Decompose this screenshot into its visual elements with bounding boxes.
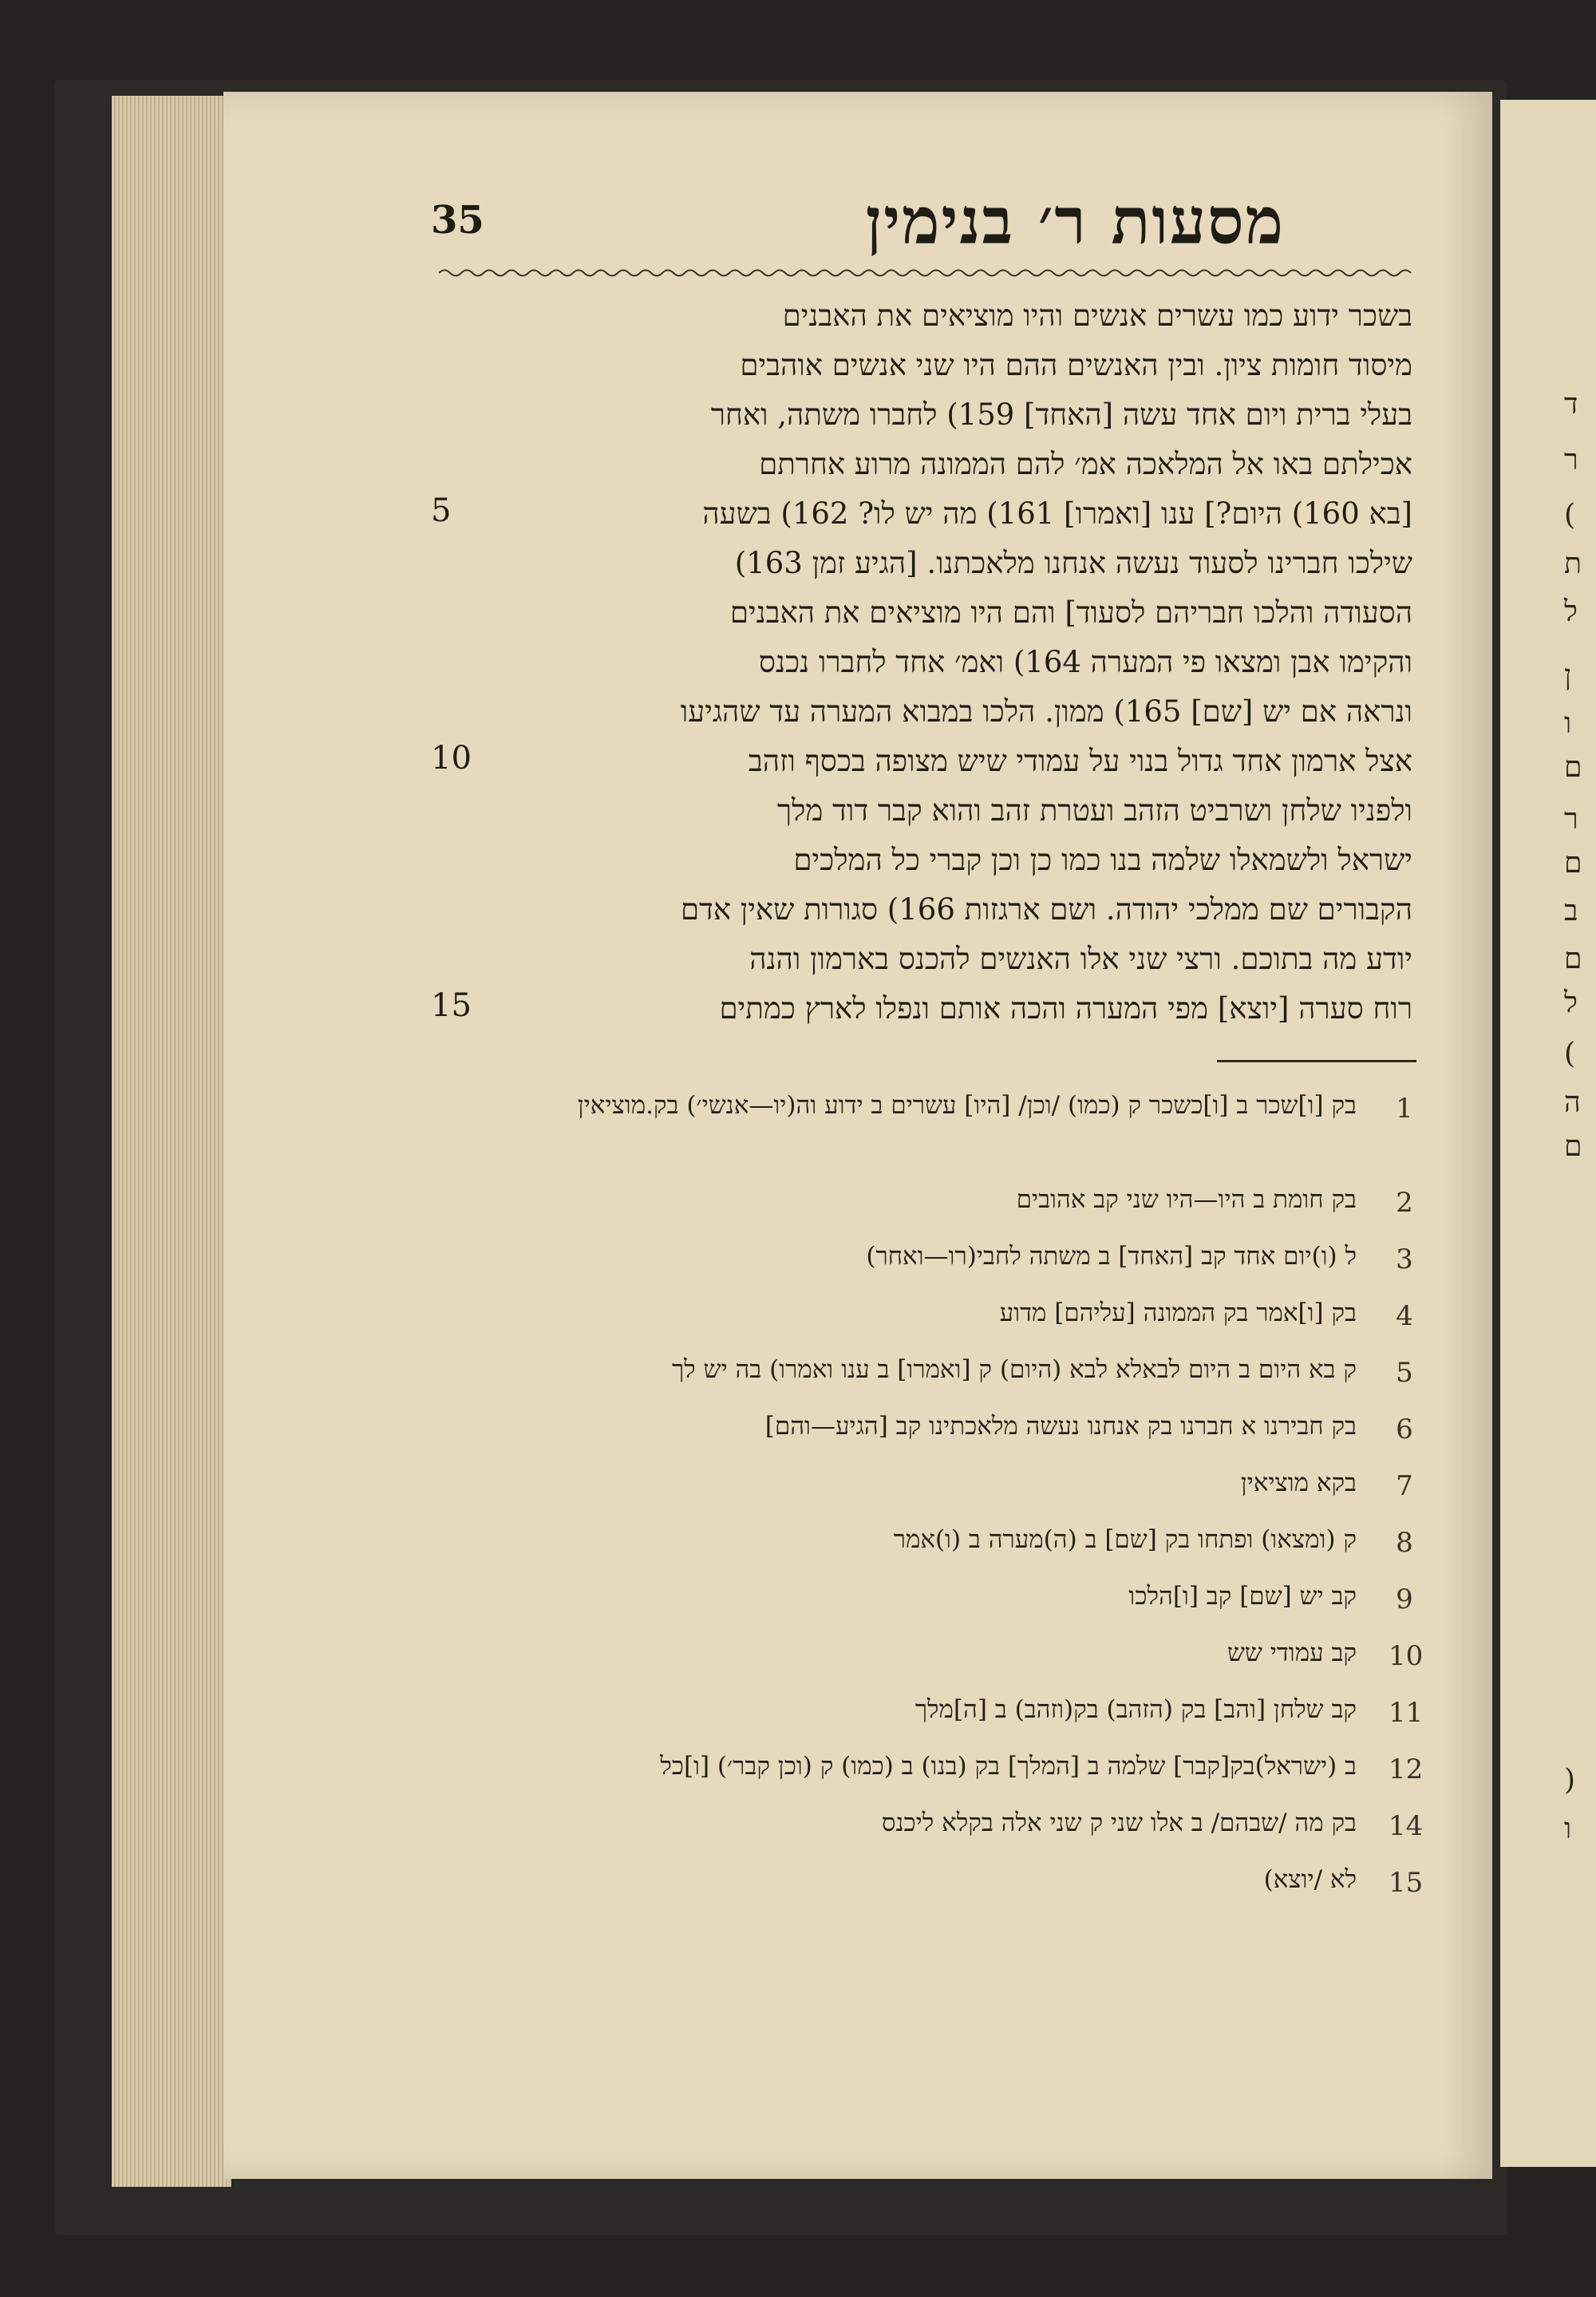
text-line: יודע מה בתוכם. ורצי שני אלו האנשים להכנס בארמון והנה [749, 942, 1412, 976]
apparatus-entry [435, 1232, 1420, 1289]
adjacent-page-fragment: ם [1564, 1130, 1582, 1163]
adjacent-page-fragment: ל [1564, 595, 1578, 628]
adjacent-page-fragment: ( [1564, 1764, 1576, 1797]
apparatus-entry [435, 1346, 1420, 1402]
adjacent-page-fragment: ם [1564, 943, 1582, 975]
apparatus-text: בק חומת ב היו—היו שני קב אהובים [1016, 1185, 1357, 1214]
adjacent-page-fragment: ר [1564, 444, 1578, 476]
apparatus-text: קב יש [שם] קב [ו]הלכו [1128, 1582, 1357, 1611]
adjacent-page-fragment: ת [1564, 548, 1582, 580]
adjacent-page-fragment: ר [1564, 803, 1578, 836]
line-number: 15 [431, 987, 472, 1024]
adjacent-page-fragment: ב [1564, 895, 1578, 927]
wavy-rule-divider [439, 266, 1416, 280]
adjacent-page-fragment: ל [1564, 986, 1578, 1019]
text-line: [בא 160) היום?] ענו [ואמרו] 161) מה יש לו? 162) בשעה [702, 496, 1412, 531]
text-line: בעלי ברית ויום אחד עשה [האחד] 159) לחברו משתה, ואחר [710, 397, 1412, 432]
apparatus-entry [435, 1081, 1420, 1176]
critical-apparatus [435, 1081, 1424, 1912]
apparatus-text: בק [ו]אמר בק הממונה [עליהם] מדוע [999, 1299, 1357, 1327]
page-edges [112, 96, 231, 2187]
apparatus-line-number: 1 [1396, 1093, 1413, 1125]
apparatus-text: בק [ו]שכר ב [ו]כשכר ק (כמו) /וכן/ [היו] עשרים ב ידוע וה(יו—אנשי׳) בק.מוציאין [577, 1091, 1357, 1120]
apparatus-entry [435, 1402, 1420, 1459]
apparatus-line-number: 5 [1396, 1357, 1413, 1389]
apparatus-entry [435, 1742, 1424, 1799]
text-line: ולפניו שלחן ושרביט הזהב ועטרת זהב והוא קבר דוד מלך [776, 793, 1412, 828]
apparatus-text: ק (ומצאו) ופתחו בק [שם] ב (ה)מערה ב (ו)אמר [893, 1525, 1357, 1554]
text-line: שילכו חברינו לסעוד נעשה אנחנו מלאכתנו. [הגיע זמן 163) [734, 546, 1412, 580]
apparatus-line-number: 2 [1396, 1187, 1413, 1219]
apparatus-text: בקא מוציאין [1240, 1469, 1357, 1497]
adjacent-page-fragment: ד [1564, 388, 1578, 421]
adjacent-page-fragment: ם [1564, 751, 1582, 784]
apparatus-entry [435, 1289, 1420, 1346]
apparatus-text: בק מה /שבהם/ ב אלו שני ק שני אלה בקלא ליכנס [881, 1809, 1357, 1837]
text-line: אכילתם באו אל המלאכה אמ׳ להם הממונה מרוע אחרתם [759, 447, 1412, 481]
apparatus-entry [435, 1856, 1424, 1912]
apparatus-divider [1217, 1060, 1416, 1062]
adjacent-page [1500, 100, 1596, 2167]
apparatus-line-number: 12 [1389, 1753, 1424, 1785]
page-number: 35 [431, 198, 484, 243]
apparatus-entry [435, 1572, 1420, 1629]
text-line: מיסוד חומות ציון. ובין האנשים ההם היו שני אנשים אוהבים [740, 348, 1412, 382]
text-line: הקבורים שם ממלכי יהודה. ושם ארגזות 166) סגורות שאין אדם [680, 892, 1412, 927]
apparatus-line-number: 8 [1396, 1527, 1413, 1559]
apparatus-entry [435, 1516, 1420, 1572]
adjacent-page-fragment: ) [1564, 499, 1576, 532]
adjacent-page-fragment: ו [1564, 707, 1572, 740]
line-number: 10 [431, 740, 472, 777]
apparatus-line-number: 9 [1396, 1583, 1413, 1615]
apparatus-text: קב שלחן [והב] בק (הזהב) בק(וזהב) ב [ה]מלך [915, 1695, 1357, 1724]
adjacent-page-fragment: ה [1564, 1086, 1581, 1119]
apparatus-entry [435, 1629, 1424, 1686]
page-title: מסעות ר׳ בנימין [865, 184, 1285, 259]
adjacent-page-fragment: ו [1564, 1813, 1572, 1845]
apparatus-line-number: 7 [1396, 1470, 1413, 1502]
apparatus-text: לא /יוצא) [1263, 1865, 1357, 1894]
text-line: ישראל ולשמאלו שלמה בנו כמו כן וכן קברי כל המלכים [793, 843, 1412, 877]
text-line: רוח סערה [יוצא] מפי המערה והכה אותם ונפלו לארץ כמתים [719, 991, 1412, 1026]
apparatus-text: ב (ישראל)בק[קבר] שלמה ב [המלך] בק (בנו) ב (כמו) ק (וכן קבר׳) [ו]כל [660, 1752, 1357, 1781]
adjacent-page-fragment: ם [1564, 847, 1582, 880]
apparatus-line-number: 3 [1396, 1243, 1413, 1275]
apparatus-line-number: 11 [1389, 1697, 1424, 1729]
adjacent-page-fragment: ) [1564, 1038, 1576, 1070]
page-header [431, 184, 1460, 271]
apparatus-entry [435, 1686, 1424, 1742]
apparatus-entry [435, 1176, 1420, 1232]
text-line: ונראה אם יש [שם] 165) ממון. הלכו במבוא המערה עד שהגיעו [680, 694, 1412, 729]
apparatus-line-number: 4 [1396, 1300, 1413, 1332]
adjacent-page-fragment: ן [1564, 659, 1572, 692]
apparatus-text: קב עמודי שש [1227, 1639, 1357, 1667]
apparatus-line-number: 6 [1396, 1413, 1413, 1445]
text-line: והקימו אבן ומצאו פי המערה 164) ואמ׳ אחד לחברו נכנס [758, 645, 1412, 679]
apparatus-entry [435, 1459, 1420, 1516]
apparatus-text: בק חבירנו א חברנו בק אנחנו נעשה מלאכתינו קב [הגיע—והם] [764, 1412, 1357, 1441]
apparatus-line-number: 15 [1389, 1867, 1424, 1899]
main-text-block [511, 291, 1412, 1034]
apparatus-entry [435, 1799, 1424, 1856]
apparatus-line-number: 10 [1389, 1640, 1424, 1672]
line-number: 5 [431, 492, 452, 529]
text-line: הסעודה והלכו חבריהם לסעוד] והם היו מוציאים את האבנים [729, 595, 1412, 630]
text-line: אצל ארמון אחד גדול בנוי על עמודי שיש מצופה בכסף וזהב [748, 744, 1412, 778]
text-line: בשכר ידוע כמו עשרים אנשים והיו מוציאים את האבנים [782, 298, 1412, 333]
apparatus-text: ק בא היום ב היום לבאלא לבא (היום) ק [ואמרו] ב ענו ואמרו) בה יש לך [671, 1355, 1357, 1384]
apparatus-line-number: 14 [1389, 1810, 1424, 1842]
apparatus-text: ל (ו)יום אחד קב [האחד] ב משתה לחבי(רו—ואחר) [866, 1242, 1357, 1271]
